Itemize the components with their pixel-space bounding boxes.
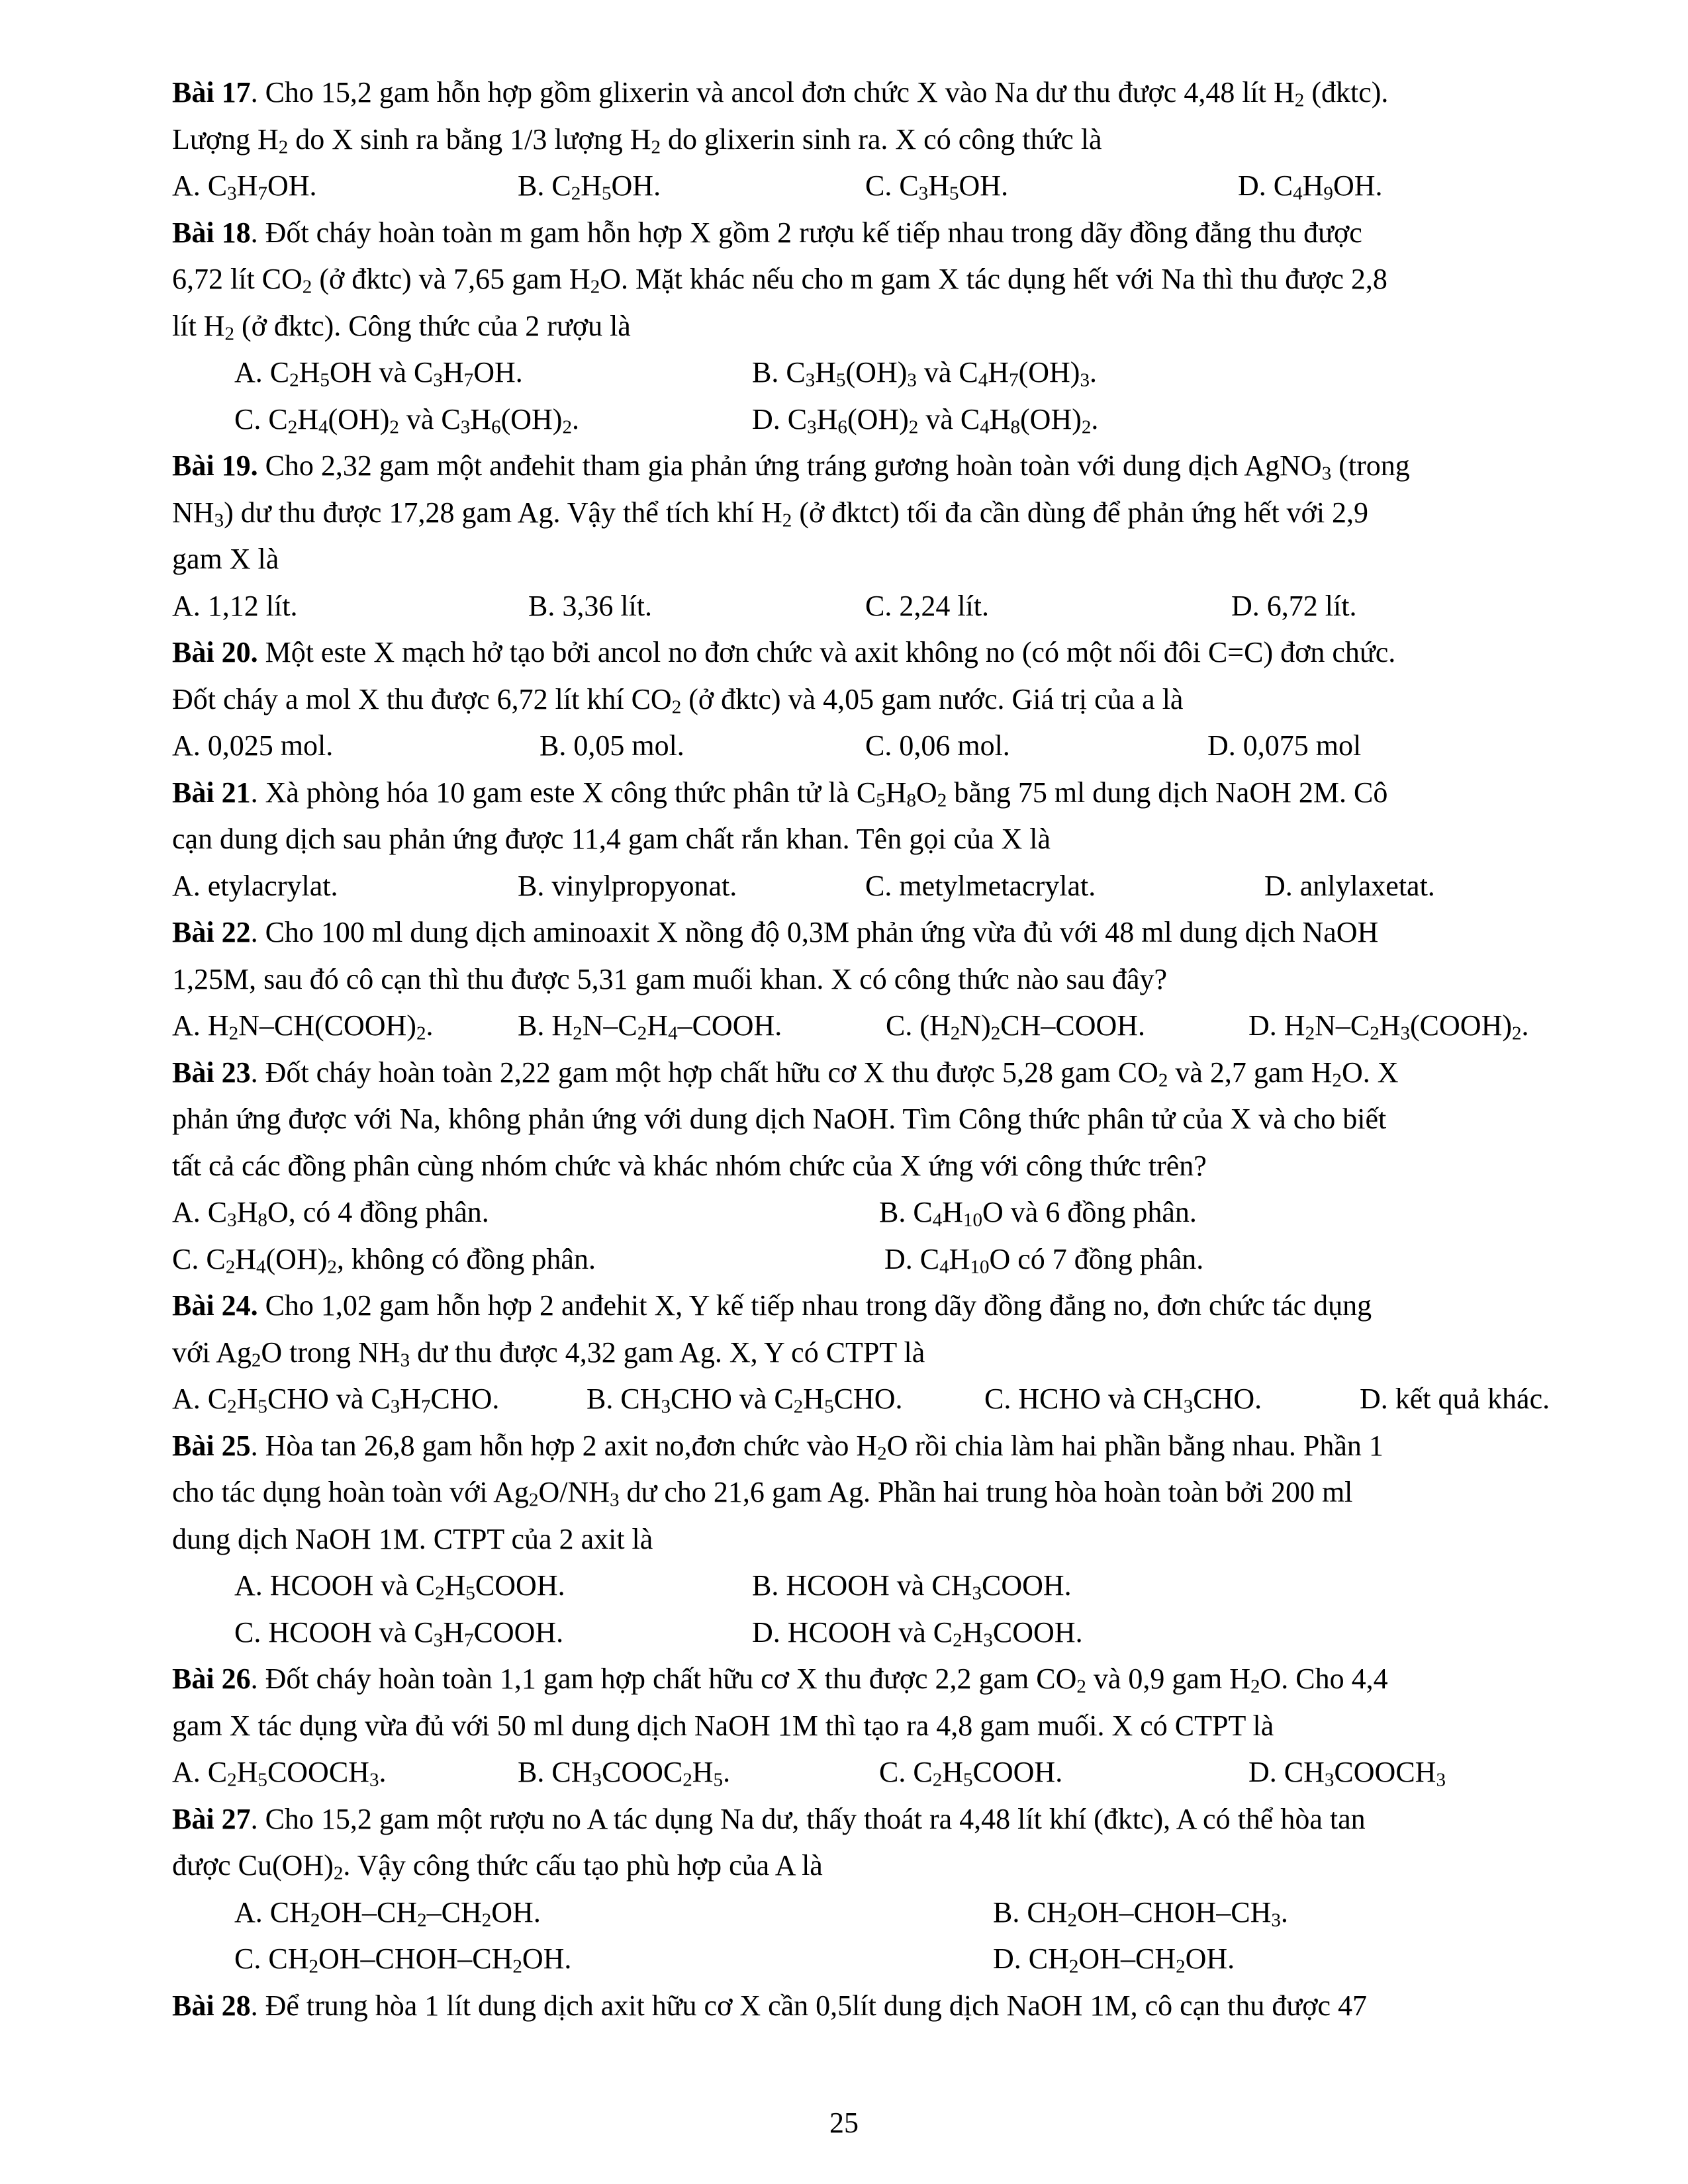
text-line (172, 256, 1589, 303)
answer-option: D. $C_4H_{10}O$ có 7 đồng phân. (884, 1242, 1204, 1277)
answer-option: C. 2,24 lít. (865, 589, 990, 622)
question-line (172, 770, 1589, 817)
question-text (172, 443, 1569, 490)
answer-option: C. metylmetacrylat. (865, 869, 1096, 902)
answer-option: A. HCOOH và $C_2H_5COOH$. (234, 1569, 565, 1604)
answer-option: A. $C_2H_5COOCH_3$. (172, 1756, 387, 1791)
answer-option: B. $CH_2OH-CHOH-CH_3$. (993, 1895, 1288, 1931)
question-number: Bài 25 (172, 1429, 251, 1462)
question-body: . Cho 15,2 gam một rượu no A tác dụng Na dư, thấy thoát ra 4,48 lít khí (đktc), A có thể hòa tan (250, 1802, 1366, 1835)
question-number: Bài 21 (172, 776, 251, 809)
answer-option: C. $(H_2N)_2CH$–COOH. (886, 1009, 1146, 1044)
question-line (172, 1283, 1589, 1330)
answer-options-row (172, 396, 1589, 443)
question-line (172, 1656, 1589, 1703)
answer-option: A. 0,025 mol. (172, 729, 334, 762)
answer-options-row (172, 1236, 1589, 1283)
text-line (172, 490, 1589, 537)
answer-option: B. 0,05 mol. (539, 729, 684, 762)
question-line (172, 443, 1589, 490)
text-line-content: phản ứng được với Na, không phản ứng với dung dịch NaOH. Tìm Công thức phân tử của X và cho biết (172, 1103, 1387, 1135)
answer-option: A. $C_2H_5OH$ và $C_3H_7OH$. (234, 356, 523, 391)
answer-option: D. $C_3H_6(OH)_2$ và $C_4H_8(OH)_2$. (752, 402, 1099, 437)
answer-options-row (172, 1610, 1589, 1657)
question-number: Bài 22 (172, 916, 251, 948)
question-body: . Đốt cháy hoàn toàn 1,1 gam hợp chất hữu cơ X thu được 2,2 gam $CO_2$ và 0,9 gam $H_2O$. Cho 4,4 (250, 1662, 1388, 1698)
answer-options-row (172, 1749, 1589, 1796)
text-line (172, 1096, 1589, 1143)
answer-option: C. $C_2H_5COOH$. (879, 1756, 1063, 1791)
answer-option: C. $CH_2OH-CHOH-CH_2OH$. (234, 1942, 572, 1978)
answer-options-row (172, 583, 1589, 630)
text-line (172, 1703, 1589, 1750)
question-line (172, 69, 1589, 116)
answer-option: B. $C_4H_{10}O$ và 6 đồng phân. (879, 1196, 1197, 1231)
answer-option: A. $C_3H_7OH$. (172, 169, 317, 205)
answer-option: B. 3,36 lít. (528, 589, 653, 622)
text-line (172, 536, 1589, 583)
question-text (172, 69, 1569, 116)
text-line-content: 1,25M, sau đó cô cạn thì thu được 5,31 gam muối khan. X có công thức nào sau đây? (172, 962, 1168, 995)
text-line-content: $NH_3$) dư thu được 17,28 gam Ag. Vậy thể tích khí $H_2$ (ở đktct) tối đa cần dùng để phản ứng hết với 2,9 (172, 496, 1369, 531)
answer-option: B. $C_3H_5(OH)_3$ và $C_4H_7(OH)_3$. (752, 356, 1097, 391)
answer-options-row (172, 1376, 1589, 1423)
question-number: Bài 27 (172, 1802, 251, 1835)
question-line (172, 1050, 1589, 1097)
text-line-content: gam X là (172, 543, 279, 575)
text-line (172, 676, 1589, 723)
answer-option: D. $H_2N-C_2H_3(COOH)_2$. (1248, 1009, 1529, 1044)
question-text (172, 1796, 1569, 1843)
answer-option: C. HCOOH và $C_3H_7COOH$. (234, 1615, 564, 1651)
question-text (172, 1050, 1569, 1097)
text-line-content: với $Ag_2O$ trong $NH_3$ dư thu được 4,32 gam Ag. X, Y có CTPT là (172, 1336, 925, 1371)
text-line-content: 6,72 lít $CO_2$ (ở đktc) và 7,65 gam $H_2O$. Mặt khác nếu cho m gam X tác dụng hết với Na thì thu được 2,8 (172, 263, 1387, 298)
text-line (172, 1143, 1589, 1190)
text-line-content: tất cả các đồng phân cùng nhóm chức và khác nhóm chức của X ứng với công thức trên? (172, 1149, 1207, 1182)
text-line (172, 303, 1589, 350)
answer-option: C. $C_3H_5OH$. (865, 169, 1009, 205)
question-body: . Cho 100 ml dung dịch aminoaxit X nồng độ 0,3M phản ứng vừa đủ với 48 ml dung dịch NaOH (250, 916, 1379, 948)
question-line (172, 1983, 1589, 2030)
question-text (172, 1283, 1569, 1330)
question-body: Cho 1,02 gam hỗn hợp 2 anđehit X, Y kế tiếp nhau trong dãy đồng đẳng no, đơn chức tác dụng (258, 1289, 1372, 1322)
answer-option: C. 0,06 mol. (865, 729, 1010, 762)
answer-option: A. 1,12 lít. (172, 589, 298, 622)
text-line (172, 1469, 1589, 1516)
question-body: Cho 2,32 gam một anđehit tham gia phản ứng tráng gương hoàn toàn với dung dịch AgNO$_3$ (trong (258, 449, 1410, 484)
text-line (172, 1330, 1589, 1377)
answer-option: C. $C_2H_4(OH)_2$, không có đồng phân. (172, 1242, 596, 1277)
answer-options-row (172, 349, 1589, 396)
answer-options-row (172, 163, 1589, 210)
answer-option: B. $CH_3COOC_2H_5$. (518, 1756, 731, 1791)
text-line-content: Lượng $H_2$ do X sinh ra bằng 1/3 lượng $H_2$ do glixerin sinh ra. X có công thức là (172, 122, 1102, 158)
text-line-content: lít $H_2$ (ở đktc). Công thức của 2 rượu là (172, 309, 631, 344)
question-text (172, 629, 1569, 676)
question-text (172, 770, 1569, 817)
question-body: . Đốt cháy hoàn toàn m gam hỗn hợp X gồm 2 rượu kế tiếp nhau trong dãy đồng đẳng thu được (250, 216, 1362, 249)
text-line (172, 1843, 1589, 1889)
question-line (172, 210, 1589, 257)
question-body: . Đốt cháy hoàn toàn 2,22 gam một hợp chất hữu cơ X thu được 5,28 gam $CO_2$ và 2,7 gam $H_2O$. X (250, 1056, 1399, 1091)
question-text (172, 1983, 1569, 2030)
answer-options-row (172, 1003, 1589, 1050)
answer-option: D. $CH_3COOCH_3$ (1248, 1756, 1446, 1791)
answer-option: C. HCHO và $CH_3CHO$. (984, 1383, 1262, 1418)
question-body: . Để trung hòa 1 lít dung dịch axit hữu cơ X cần 0,5lít dung dịch NaOH 1M, cô cạn thu được 47 (250, 1989, 1368, 2022)
text-line (172, 956, 1589, 1003)
document-page (172, 69, 1589, 2029)
answer-option: B. $C_2H_5OH$. (518, 169, 661, 205)
question-body: . Xà phòng hóa 10 gam este X công thức phân tử là $C_5H_8O_2$ bằng 75 ml dung dịch NaOH 2M. Cô (250, 776, 1388, 811)
question-number: Bài 18 (172, 216, 251, 249)
question-line (172, 1796, 1589, 1843)
question-body: . Hòa tan 26,8 gam hỗn hợp 2 axit no,đơn chức vào $H_2O$ rồi chia làm hai phần bằng nhau. Phần 1 (250, 1429, 1383, 1464)
answer-option: A. etylacrylat. (172, 869, 338, 902)
question-number: Bài 17 (172, 76, 251, 109)
answer-option: D. $C_4H_9OH$. (1238, 169, 1383, 205)
text-line-content: được $Cu(OH)_2$. Vậy công thức cấu tạo phù hợp của A là (172, 1849, 823, 1884)
question-line (172, 909, 1589, 956)
answer-options-row (172, 1889, 1589, 1936)
answer-option: D. anlylaxetat. (1264, 869, 1435, 902)
answer-option: D. $CH_2OH-CH_2OH$. (993, 1942, 1235, 1978)
answer-option: D. 6,72 lít. (1231, 589, 1357, 622)
answer-options-row (172, 1189, 1589, 1236)
answer-option: B. $CH_3CHO$ và $C_2H_5CHO$. (586, 1383, 903, 1418)
answer-options-row (172, 863, 1589, 910)
answer-options-row (172, 1563, 1589, 1610)
answer-option: A. $C_2H_5CHO$ và $C_3H_7CHO$. (172, 1383, 500, 1418)
answer-options-row (172, 1936, 1589, 1983)
question-body: . Cho 15,2 gam hỗn hợp gồm glixerin và ancol đơn chức X vào Na dư thu được 4,48 lít $H_2$ (đktc). (250, 76, 1389, 111)
question-number: Bài 23 (172, 1056, 251, 1089)
text-line (172, 116, 1589, 163)
text-line-content: dung dịch NaOH 1M. CTPT của 2 axit là (172, 1522, 653, 1555)
text-line-content: cạn dung dịch sau phản ứng được 11,4 gam chất rắn khan. Tên gọi của X là (172, 823, 1051, 855)
answer-option: B. HCOOH và $CH_3COOH$. (752, 1569, 1072, 1604)
answer-options-row (172, 723, 1589, 770)
question-text (172, 1656, 1569, 1703)
question-line (172, 629, 1589, 676)
answer-option: B. vinylpropyonat. (518, 869, 737, 902)
question-number: Bài 26 (172, 1662, 251, 1695)
answer-option: A. $H_2N-CH(COOH)_2$. (172, 1009, 434, 1044)
answer-option: A. $CH_2OH-CH_2-CH_2OH$. (234, 1895, 541, 1931)
answer-option: D. kết quả khác. (1360, 1383, 1550, 1415)
page-number: 25 (829, 2107, 859, 2139)
question-text (172, 909, 1569, 956)
question-body: Một este X mạch hở tạo bởi ancol no đơn chức và axit không no (có một nối đôi C=C) đơn chức. (258, 636, 1396, 668)
text-line-content: gam X tác dụng vừa đủ với 50 ml dung dịch NaOH 1M thì tạo ra 4,8 gam muối. X có CTPT là (172, 1709, 1274, 1742)
question-number: Bài 24. (172, 1289, 258, 1322)
question-line (172, 1423, 1589, 1470)
question-number: Bài 19. (172, 449, 258, 482)
question-number: Bài 28 (172, 1989, 251, 2022)
answer-option: D. HCOOH và $C_2H_3COOH$. (752, 1615, 1083, 1651)
question-number: Bài 20. (172, 636, 258, 668)
question-text (172, 1423, 1569, 1470)
question-text (172, 210, 1569, 257)
answer-option: A. $C_3H_8O$, có 4 đồng phân. (172, 1196, 489, 1231)
text-line-content: cho tác dụng hoàn toàn với $Ag_2O/NH_3$ dư cho 21,6 gam Ag. Phần hai trung hòa hoàn toàn bởi 200 ml (172, 1476, 1353, 1511)
text-line (172, 1516, 1589, 1563)
answer-option: B. $H_2N-C_2H_4$–COOH. (518, 1009, 782, 1044)
answer-option: D. 0,075 mol (1207, 729, 1362, 762)
text-line-content: Đốt cháy a mol X thu được 6,72 lít khí $CO_2$ (ở đktc) và 4,05 gam nước. Giá trị của a là (172, 682, 1184, 717)
text-line (172, 816, 1589, 863)
answer-option: C. $C_2H_4(OH)_2$ và $C_3H_6(OH)_2$. (234, 402, 579, 437)
